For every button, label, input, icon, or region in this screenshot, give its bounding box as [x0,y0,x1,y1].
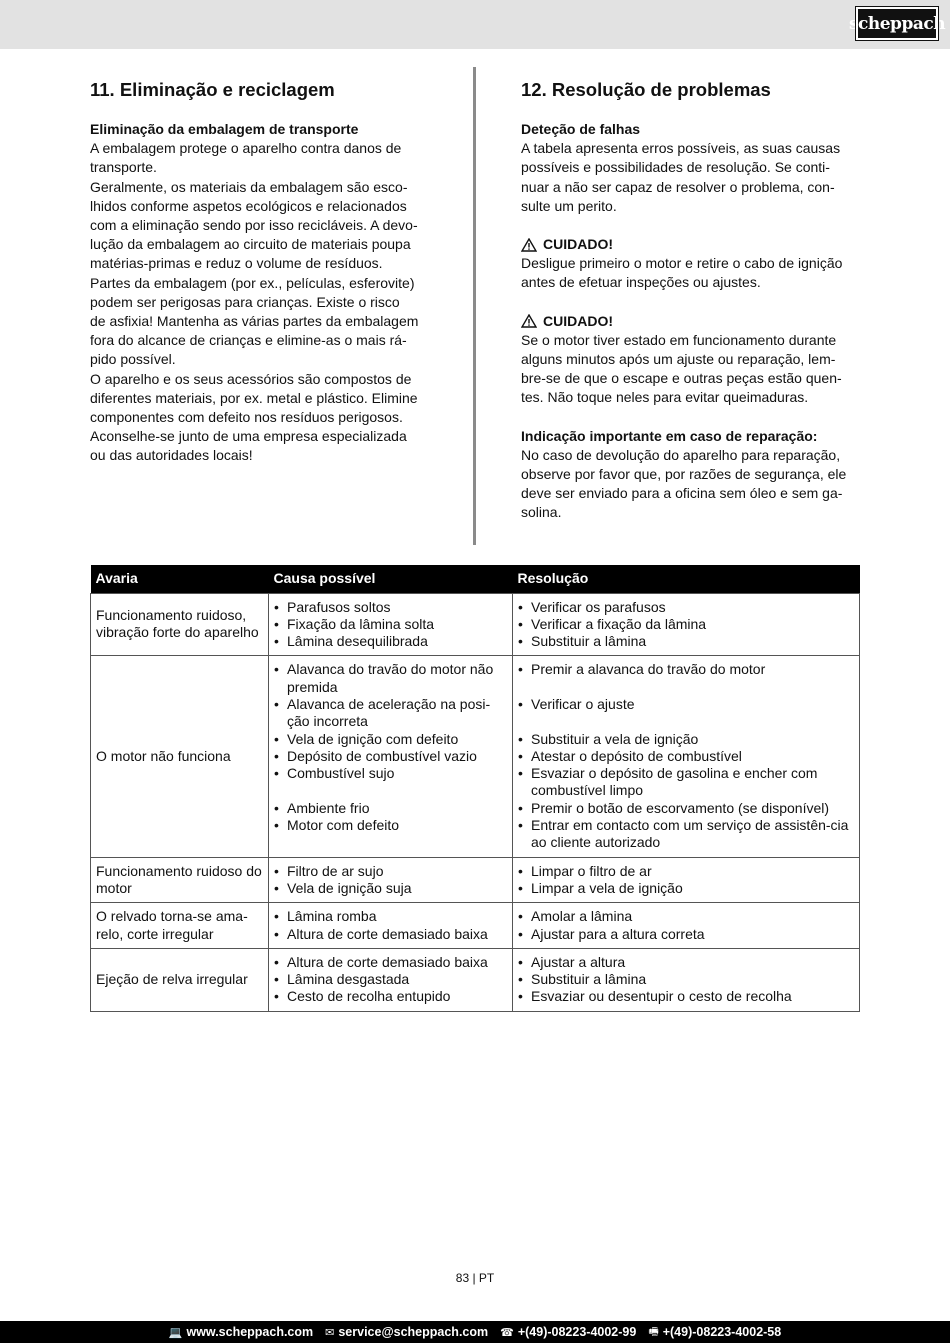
list-item: • Parafusos soltos [274,599,507,616]
computer-icon: 💻 [168,1326,183,1339]
text-line: transporte. [90,159,157,176]
list-item: • Substituir a lâmina [518,971,854,988]
caution-text [521,331,860,408]
email-text: service@scheppach.com [338,1325,489,1339]
warning-icon [521,314,537,328]
repair-heading: Indicação importante em caso de reparação: [521,427,818,444]
text-line: Desligue primeiro o motor e retire o cabo de ignição [521,255,843,272]
cause-cell [269,593,513,656]
section-disposal [90,79,430,466]
table-header-row [91,565,860,593]
list-item: • Ajustar para a altura correta [518,926,854,943]
list-item: • Esvaziar o depósito de gasolina e encher com combustível limpo [518,765,854,800]
phone-text: +(49)-08223-4002-99 [517,1325,637,1339]
caution-heading [521,312,860,331]
list-spacer [518,713,854,730]
list-item: • Verificar os parafusos [518,599,854,616]
text-line: A tabela apresenta erros possíveis, as suas causas [521,140,841,157]
list-item: • Vela de ignição com defeito [274,731,507,748]
list-item: • Motor com defeito [274,817,507,834]
text-line: sulte um perito. [521,197,617,214]
list-item: • Lâmina desgastada [274,971,507,988]
cause-cell [269,903,513,949]
brand-logo-text: scheppach [848,13,946,34]
fax-icon: 🖷 [648,1325,659,1338]
list-item: • Depósito de combustível vazio [274,748,507,765]
text-line: possíveis e possibilidades de resolução. Se conti- [521,159,830,176]
header-bar [0,0,950,49]
text-line: lução da embalagem ao circuito de materiais poupa [90,236,411,253]
section-troubleshooting [521,79,860,523]
fix-cell [513,903,860,949]
list-item: • Lâmina desequilibrada [274,633,507,650]
section-subheading: Deteção de falhas [521,121,641,137]
footer-phone [500,1325,636,1339]
list-item: • Cesto de recolha entupido [274,988,507,1005]
list-item: • Limpar a vela de ignição [518,880,854,897]
list-item: • Limpar o filtro de ar [518,863,854,880]
column-divider [473,67,476,545]
text-line: pido possível. [90,351,176,368]
list-item: • Combustível sujo [274,765,507,782]
fault-cell: O motor não funciona [91,656,269,857]
brand-logo [848,7,946,40]
text-line: tes. Não toque neles para evitar queimaduras. [521,389,809,406]
caution-label: CUIDADO! [543,236,613,253]
warning-icon [521,238,537,252]
list-spacer [274,782,507,799]
list-item: • Esvaziar ou desentupir o cesto de recolha [518,988,854,1005]
text-line: alguns minutos após um ajuste ou reparação, lem- [521,351,836,368]
fix-cell [513,857,860,903]
list-item: • Premir o botão de escorvamento (se disponível) [518,800,854,817]
text-line: A embalagem protege o aparelho contra danos de [90,140,402,157]
section-heading: 11. Eliminação e reciclagem [90,79,335,100]
website-text: www.scheppach.com [186,1325,314,1339]
table-row [91,593,860,656]
disposal-text [90,139,430,465]
footer-website[interactable] [169,1325,313,1339]
text-line: ou das autoridades locais! [90,447,253,464]
text-line: Se o motor tiver estado em funcionamento durante [521,331,837,348]
cause-cell [269,857,513,903]
text-line: podem ser perigosas para crianças. Existe o risco [90,293,400,310]
list-item: • Altura de corte demasiado baixa [274,926,507,943]
section-subheading: Eliminação da embalagem de transporte [90,121,359,137]
text-line: de asfixia! Mantenha as várias partes da embalagem [90,313,419,330]
table-row [91,656,860,857]
troubleshooting-table [90,565,860,1012]
text-line: No caso de devolução do aparelho para reparação, [521,446,841,463]
table-row [91,857,860,903]
text-line: lhidos conforme aspetos ecológicos e relacionados [90,197,407,214]
list-item: • Vela de ignição suja [274,880,507,897]
list-item: • Fixação da lâmina solta [274,616,507,633]
text-line: diferentes materiais, por ex. metal e plástico. Elimine [90,389,418,406]
footer-fax [648,1323,781,1342]
list-item: • Substituir a lâmina [518,633,854,650]
column-header: Causa possível [269,565,513,593]
fault-cell: Funcionamento ruidoso do motor [91,857,269,903]
list-item: • Ajustar a altura [518,954,854,971]
text-line: fora do alcance de crianças e elimine-as o mais rá- [90,332,407,349]
list-spacer [518,679,854,696]
list-item: • Amolar a lâmina [518,908,854,925]
table-row [91,903,860,949]
text-line: O aparelho e os seus acessórios são compostos de [90,370,412,387]
text-line: Geralmente, os materiais da embalagem são esco- [90,178,408,195]
email-icon: ✉ [325,1326,335,1339]
list-item: • Substituir a vela de ignição [518,731,854,748]
repair-text [521,446,860,523]
fix-cell [513,656,860,857]
text-line: solina. [521,504,562,521]
list-item: • Altura de corte demasiado baixa [274,954,507,971]
caution-text [521,254,860,292]
intro-text [521,139,860,216]
list-item: • Lâmina romba [274,908,507,925]
caution-label: CUIDADO! [543,312,613,329]
cause-cell [269,948,513,1011]
list-item: • Verificar o ajuste [518,696,854,713]
fault-cell: Ejeção de relva irregular [91,948,269,1011]
fax-text: +(49)-08223-4002-58 [662,1325,782,1339]
list-item: • Alavanca do travão do motor não premida [274,661,507,696]
text-line: deve ser enviado para a oficina sem óleo e sem ga- [521,485,843,502]
list-item: • Ambiente frio [274,800,507,817]
text-line: Aconselhe-se junto de uma empresa especializada [90,428,407,445]
table-row [91,948,860,1011]
text-line: observe por favor que, por razões de segurança, ele [521,466,847,483]
fault-cell: O relvado torna-se ama-relo, corte irregular [91,903,269,949]
list-item: • Premir a alavanca do travão do motor [518,661,854,678]
fix-cell [513,948,860,1011]
column-header: Resolução [513,565,860,593]
text-line: componentes com defeito nos resíduos perigosos. [90,409,403,426]
caution-heading [521,235,860,254]
column-header: Avaria [91,565,269,593]
phone-icon: ☎ [500,1326,514,1339]
section-heading: 12. Resolução de problemas [521,79,771,100]
fix-cell [513,593,860,656]
list-item: • Alavanca de aceleração na posi-ção incorreta [274,696,507,731]
list-item: • Filtro de ar sujo [274,863,507,880]
text-line: antes de efetuar inspeções ou ajustes. [521,274,761,291]
text-line: matérias-primas e reduz o volume de resíduos. [90,255,383,272]
fault-cell: Funcionamento ruidoso, vibração forte do aparelho [91,593,269,656]
footer-bar [0,1321,950,1343]
text-line: com a eliminação sendo por isso recicláveis. A devo- [90,217,418,234]
text-line: bre-se de que o escape e outras peças estão quen- [521,370,842,387]
text-line: nuar a não ser capaz de resolver o problema, con- [521,178,835,195]
text-line: Partes da embalagem (por ex., películas, esferovite) [90,274,415,291]
footer-email[interactable] [325,1325,488,1339]
list-item: • Entrar em contacto com um serviço de assistên-cia ao cliente autorizado [518,817,854,852]
list-item: • Atestar o depósito de combustível [518,748,854,765]
page-number: 83 | PT [455,1271,495,1285]
cause-cell [269,656,513,857]
list-item: • Verificar a fixação da lâmina [518,616,854,633]
